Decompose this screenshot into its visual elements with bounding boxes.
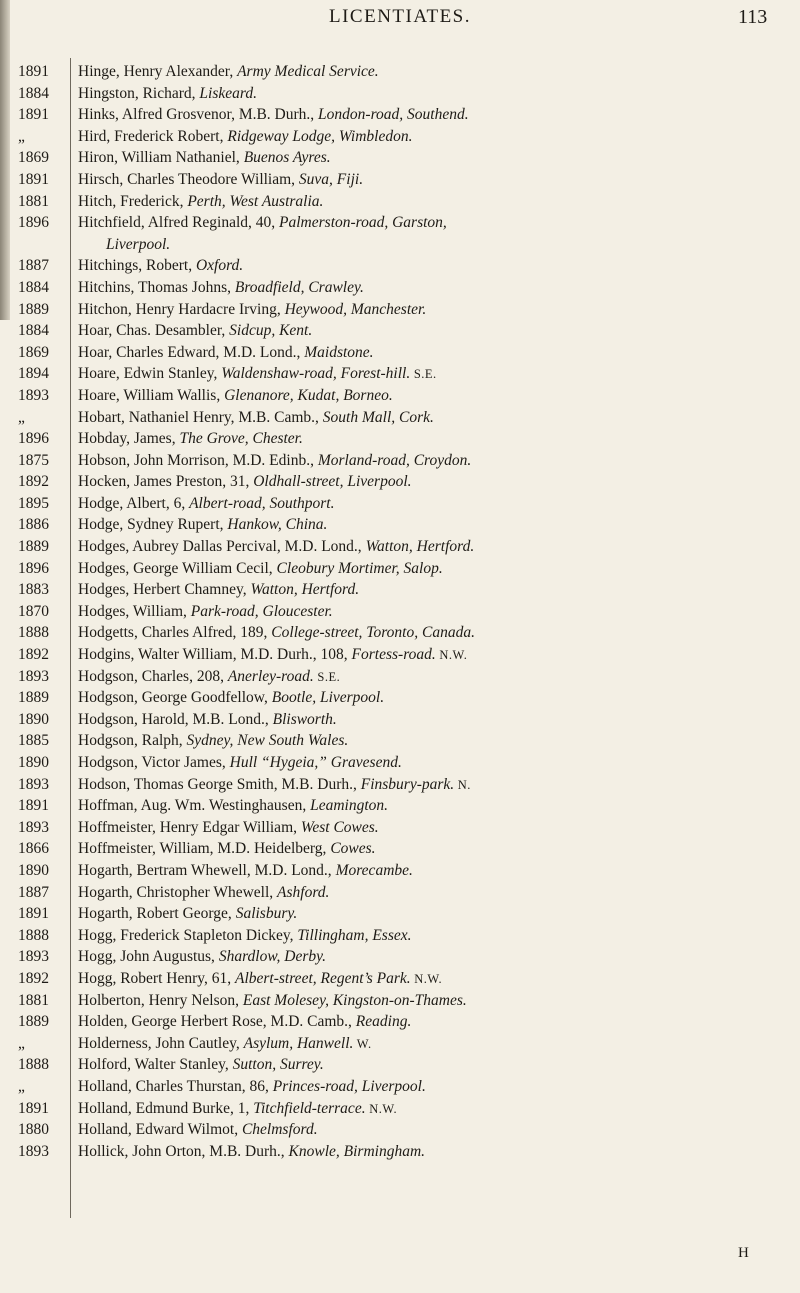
entry-name: Hogarth, Bertram Whewell, M.D. Lond.,	[78, 861, 336, 879]
entry-address: East Molesey, Kingston-on-Thames.	[242, 991, 467, 1009]
entry-year: 1889	[18, 300, 49, 318]
entry-year: 1893	[18, 386, 49, 404]
entry-address: Broadfield, Crawley.	[234, 278, 364, 296]
entry-name: Hodgetts, Charles Alfred, 189,	[78, 624, 272, 642]
entry-address: Ridgeway Lodge, Wimbledon.	[227, 127, 413, 145]
entry-address: Park-road, Gloucester.	[190, 602, 333, 620]
year-column	[14, 61, 68, 1162]
printer-signature-mark: H	[738, 1245, 749, 1261]
entry-name: Hoffmeister, William, M.D. Heidelberg,	[78, 840, 331, 858]
entry-address: South Mall, Cork.	[322, 408, 434, 426]
list-item	[78, 320, 796, 342]
entry-address: Watton, Hertford.	[365, 538, 475, 556]
entry-address: Blisworth.	[272, 710, 337, 728]
entry-address: Watton, Hertford.	[250, 581, 360, 599]
entry-name: Hodgson, Ralph,	[78, 732, 187, 750]
entry-year: 1893	[18, 775, 49, 793]
list-item	[78, 622, 796, 644]
entry-address: Morecambe.	[335, 861, 413, 879]
entry-address: Heywood, Manchester.	[284, 300, 427, 318]
entry-name: Hogg, Robert Henry, 61,	[78, 969, 235, 987]
list-item	[78, 817, 796, 839]
list-item	[78, 536, 796, 558]
list-item	[78, 407, 796, 429]
entry-name: Hodges, William,	[78, 602, 191, 620]
list-item	[78, 795, 796, 817]
list-item	[78, 730, 796, 752]
entry-address: Glenanore, Kudat, Borneo.	[224, 386, 393, 404]
entry-name: Hogg, Frederick Stapleton Dickey,	[78, 926, 298, 944]
entry-address: Hankow, China.	[227, 516, 328, 534]
list-item	[78, 687, 796, 709]
entry-year: 1889	[18, 689, 49, 707]
entry-address: Albert-road, Southport.	[189, 494, 335, 512]
list-item	[78, 493, 796, 515]
page-number: 113	[738, 6, 768, 28]
list-item	[78, 644, 796, 666]
entry-year: 1869	[18, 343, 49, 361]
entry-year: 1884	[18, 84, 49, 102]
entry-address: Sutton, Surrey.	[232, 1056, 324, 1074]
entry-year: 1893	[18, 667, 49, 685]
list-item	[78, 147, 796, 169]
entry-address: Cleobury Mortimer, Salop.	[276, 559, 443, 577]
entry-name: Hitchfield, Alfred Reginald, 40,	[78, 214, 280, 232]
entry-list	[78, 61, 796, 1162]
entry-year: 1884	[18, 278, 49, 296]
entry-name: Hodgson, Charles, 208,	[78, 667, 228, 685]
entry-name: Hitchins, Thomas Johns,	[78, 278, 235, 296]
entry-address: Tillingham, Essex.	[297, 926, 412, 944]
entry-year: 1896	[18, 430, 49, 448]
entry-postal-district: S.E.	[410, 367, 437, 382]
entry-name: Hoare, William Wallis,	[78, 386, 225, 404]
entry-address: Knowle, Birmingham.	[288, 1142, 426, 1160]
list-item	[78, 471, 796, 493]
entry-address: Suva, Fiji.	[298, 170, 364, 188]
entry-year: 1883	[18, 581, 49, 599]
entry-name: Holford, Walter Stanley,	[78, 1056, 233, 1074]
entry-name: Hodgson, Victor James,	[78, 754, 230, 771]
entry-year: 1889	[18, 538, 49, 556]
entry-name: Hoar, Chas. Desambler,	[78, 322, 230, 340]
list-item	[78, 752, 796, 774]
entry-name: Holberton, Henry Nelson,	[78, 991, 243, 1009]
entry-name: Hollick, John Orton, M.B. Durh.,	[78, 1142, 289, 1160]
entry-postal-district: N.	[454, 777, 471, 792]
entry-name: Hird, Frederick Robert,	[78, 127, 228, 145]
entry-year: 1890	[18, 710, 49, 728]
entry-name: Hoffman, Aug. Wm. Westinghausen,	[78, 797, 311, 815]
entry-address: Anerley-road.	[227, 667, 314, 685]
list-item	[78, 428, 796, 450]
entry-name: Hogarth, Robert George,	[78, 905, 236, 923]
entry-name: Hocken, James Preston, 31,	[78, 473, 254, 491]
entry-address: Palmerston-road, Garston,	[279, 214, 447, 232]
entry-name: Hirsch, Charles Theodore William,	[78, 170, 299, 188]
entry-name: Hingston, Richard,	[78, 84, 200, 102]
entry-name: Holderness, John Cautley,	[78, 1034, 244, 1052]
entry-year: 1870	[18, 602, 49, 620]
list-item	[78, 946, 796, 968]
entry-name: Holland, Edmund Burke, 1,	[78, 1099, 254, 1117]
entry-address: Perth, West Australia.	[187, 192, 324, 210]
list-item	[78, 191, 796, 213]
list-item	[78, 385, 796, 407]
entry-postal-district: S.E.	[313, 669, 341, 684]
list-item	[78, 579, 796, 601]
list-item	[78, 450, 796, 472]
list-item	[78, 61, 796, 83]
list-item	[78, 990, 796, 1012]
list-item	[78, 1054, 796, 1076]
list-item	[78, 903, 796, 925]
entry-year: 1891	[18, 63, 49, 80]
entry-address: Fortess-road.	[351, 646, 436, 664]
entry-year: 1891	[18, 1099, 49, 1117]
entry-name: Hoffmeister, Henry Edgar William,	[78, 818, 301, 836]
entry-year: 1881	[18, 192, 49, 210]
entry-year: 1888	[18, 926, 49, 944]
list-item	[78, 709, 796, 731]
entry-name: Hitch, Frederick,	[78, 192, 188, 210]
entry-year	[14, 234, 68, 256]
entry-name: Hinge, Henry Alexander,	[78, 63, 238, 80]
entry-address: West Cowes.	[300, 818, 379, 836]
list-item	[78, 104, 796, 126]
entry-name: Hodgson, Harold, M.B. Lond.,	[78, 710, 273, 728]
entry-name: Hodson, Thomas George Smith, M.B. Durh.,	[78, 775, 361, 793]
running-header: LICENTIATES.	[328, 6, 471, 27]
entry-name: Hodges, Herbert Chamney,	[78, 581, 251, 599]
list-item	[78, 169, 796, 191]
entry-postal-district: N.W.	[435, 648, 468, 663]
entry-name: Holland, Edward Wilmot,	[78, 1121, 242, 1139]
entry-name: Hobart, Nathaniel Henry, M.B. Camb.,	[78, 408, 323, 426]
entry-year: 1869	[18, 149, 49, 167]
entry-name: Holland, Charles Thurstan, 86,	[78, 1077, 273, 1095]
entry-address: Hull “Hygeia,” Gravesend.	[229, 754, 402, 771]
entry-year: 1875	[18, 451, 49, 469]
column-divider	[70, 58, 71, 1218]
entry-year: 1885	[18, 732, 49, 750]
entry-year: 1894	[18, 365, 49, 383]
entry-year: „	[18, 1077, 25, 1095]
entry-address: Bootle, Liverpool.	[271, 689, 385, 707]
entry-year: „	[18, 127, 25, 145]
entry-address: Finsbury-park.	[360, 775, 455, 793]
entry-name: Hobson, John Morrison, M.D. Edinb.,	[78, 451, 318, 469]
entry-postal-district: N.W.	[365, 1101, 398, 1116]
list-item	[78, 342, 796, 364]
entry-address: Salisbury.	[235, 905, 298, 923]
list-item	[78, 212, 796, 234]
entry-address: Leamington.	[310, 797, 389, 815]
list-item	[78, 774, 796, 796]
entry-address: Princes-road, Liverpool.	[272, 1077, 426, 1095]
entry-year: 1890	[18, 861, 49, 879]
list-item	[78, 255, 796, 277]
entry-year: 1892	[18, 969, 49, 987]
entry-name: Holden, George Herbert Rose, M.D. Camb.,	[78, 1013, 356, 1031]
entry-name: Hinks, Alfred Grosvenor, M.B. Durh.,	[78, 106, 319, 124]
entry-address: Oldhall-street, Liverpool.	[253, 473, 412, 491]
entry-year: 1887	[18, 257, 49, 275]
entry-year: 1880	[18, 1121, 49, 1139]
entry-year: 1891	[18, 170, 49, 188]
entry-year: 1888	[18, 624, 49, 642]
entry-year: 1893	[18, 818, 49, 836]
entry-address: Cowes.	[330, 840, 376, 858]
entry-address: Shardlow, Derby.	[218, 948, 327, 966]
entry-year: 1895	[18, 494, 49, 512]
entry-address: College-street, Toronto, Canada.	[271, 624, 475, 642]
entry-year: 1893	[18, 1142, 49, 1160]
entry-name: Hogarth, Christopher Whewell,	[78, 883, 278, 901]
entry-name: Hoare, Edwin Stanley,	[78, 365, 222, 383]
entry-year: 1891	[18, 106, 49, 124]
list-item	[78, 83, 796, 105]
entry-address: Titchfield-terrace.	[253, 1099, 366, 1117]
entry-name: Hodges, George William Cecil,	[78, 559, 277, 577]
entry-name: Hodgins, Walter William, M.D. Durh., 108,	[78, 646, 352, 664]
entry-name: Hitchon, Henry Hardacre Irving,	[78, 300, 285, 318]
entry-name: Hodge, Albert, 6,	[78, 494, 190, 512]
entry-address: Oxford.	[195, 257, 244, 275]
entry-name: Hoar, Charles Edward, M.D. Lond.,	[78, 343, 305, 361]
entry-year: „	[18, 1034, 25, 1052]
entry-address: Waldenshaw-road, Forest-hill.	[221, 365, 411, 383]
entry-name: Hiron, William Nathaniel,	[78, 149, 244, 167]
list-item	[78, 1119, 796, 1141]
entry-year: 1886	[18, 516, 49, 534]
list-item	[78, 363, 796, 385]
entry-address: Ashford.	[277, 883, 330, 901]
entry-address: Asylum, Hanwell.	[243, 1034, 354, 1052]
entry-address: Morland-road, Croydon.	[317, 451, 472, 469]
entry-year: 1892	[18, 646, 49, 664]
entry-year: 1891	[18, 797, 49, 815]
entry-year: 1896	[18, 214, 49, 232]
entry-year: 1893	[18, 948, 49, 966]
entry-postal-district: W.	[353, 1036, 372, 1051]
list-item	[78, 234, 796, 256]
entry-address: Buenos Ayres.	[243, 149, 331, 167]
entry-address: Liskeard.	[199, 84, 257, 102]
entry-address: Albert-street, Regent’s Park.	[234, 969, 411, 987]
entry-year: 1892	[18, 473, 49, 491]
entry-address: Sidcup, Kent.	[229, 322, 313, 340]
entry-year: 1884	[18, 322, 49, 340]
entry-address: Reading.	[355, 1013, 412, 1031]
list-item	[78, 126, 796, 148]
entry-name: Hodge, Sydney Rupert,	[78, 516, 228, 534]
entry-address: Chelmsford.	[241, 1121, 318, 1139]
list-item	[78, 299, 796, 321]
entry-name: Hodges, Aubrey Dallas Percival, M.D. Lond.,	[78, 538, 366, 556]
list-item	[78, 277, 796, 299]
entry-address: Maidstone.	[304, 343, 374, 361]
entry-year: 1891	[18, 905, 49, 923]
entry-year: 1866	[18, 840, 49, 858]
entry-year: 1890	[18, 754, 49, 771]
list-item	[78, 882, 796, 904]
list-item	[78, 1011, 796, 1033]
list-item	[78, 1098, 796, 1120]
entry-year: 1888	[18, 1056, 49, 1074]
list-item	[78, 838, 796, 860]
list-item	[78, 514, 796, 536]
list-item	[78, 558, 796, 580]
list-item	[78, 860, 796, 882]
list-item	[78, 925, 796, 947]
list-item	[78, 968, 796, 990]
list-item	[78, 601, 796, 623]
entry-name: Hodgson, George Goodfellow,	[78, 689, 272, 707]
entry-name: Hitchings, Robert,	[78, 257, 196, 275]
entry-year: „	[18, 408, 25, 426]
entry-address: Sydney, New South Wales.	[186, 732, 349, 750]
entry-year: 1887	[18, 883, 49, 901]
entry-year: 1889	[18, 1013, 49, 1031]
entry-name: Hogg, John Augustus,	[78, 948, 219, 966]
list-item	[78, 1141, 796, 1163]
list-item	[78, 1033, 796, 1055]
entry-year: 1896	[18, 559, 49, 577]
entry-name: Hobday, James,	[78, 430, 180, 448]
list-item	[78, 666, 796, 688]
list-item	[78, 1076, 796, 1098]
binding-shadow	[0, 0, 10, 320]
entry-address: Army Medical Service.	[237, 63, 379, 80]
entry-address: The Grove, Chester.	[179, 430, 303, 448]
entry-postal-district: N.W.	[410, 971, 443, 986]
entry-address: London-road, Southend.	[318, 106, 469, 124]
entry-address: Liverpool.	[106, 235, 171, 253]
entry-year: 1881	[18, 991, 49, 1009]
